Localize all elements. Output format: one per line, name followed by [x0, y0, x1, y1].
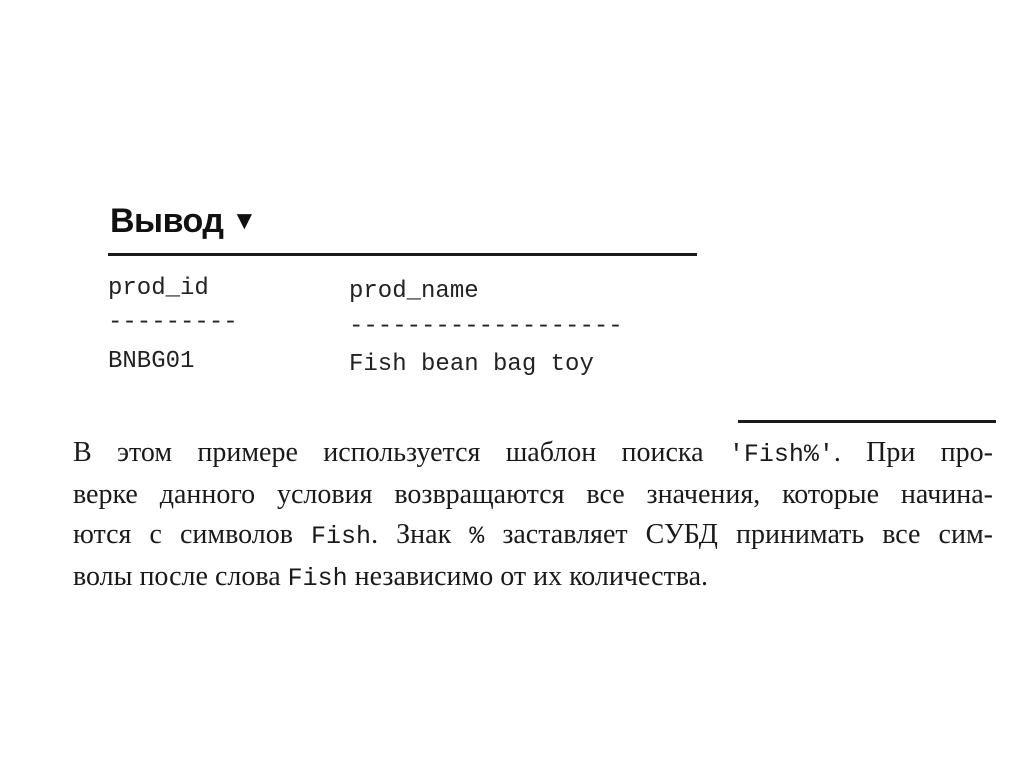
- inline-code: %: [469, 522, 485, 551]
- paragraph-line: волы после слова Fish независимо от их количества.: [73, 561, 709, 593]
- paragraph-line: верке данного условия возвращаются все значения, которые начина-: [73, 479, 993, 510]
- column-header-prod-id: prod_id: [108, 275, 209, 302]
- triangle-down-icon: ▼: [231, 205, 257, 235]
- column-header-prod-name: prod_name: [349, 278, 479, 305]
- paragraph-line: ются с символов Fish. Знак % заставляет СУБД принимать все сим-: [73, 519, 993, 551]
- section-heading-text: Вывод: [110, 202, 224, 240]
- table-cell-prod-id: BNBG01: [108, 348, 195, 375]
- heading-rule: [108, 253, 697, 256]
- column-separator-prod-name: -------------------: [349, 313, 623, 340]
- inline-code: Fish: [287, 564, 348, 593]
- inline-code: 'Fish%': [728, 440, 834, 469]
- section-heading: [110, 204, 257, 238]
- table-cell-prod-name: Fish bean bag toy: [349, 351, 594, 378]
- paragraph-line: В этом примере используется шаблон поиска 'Fish%'. При про-: [73, 437, 993, 469]
- column-separator-prod-id: ---------: [108, 309, 238, 336]
- explanation-paragraph: [73, 433, 993, 599]
- section-end-rule: [738, 420, 996, 423]
- inline-code: Fish: [311, 522, 372, 551]
